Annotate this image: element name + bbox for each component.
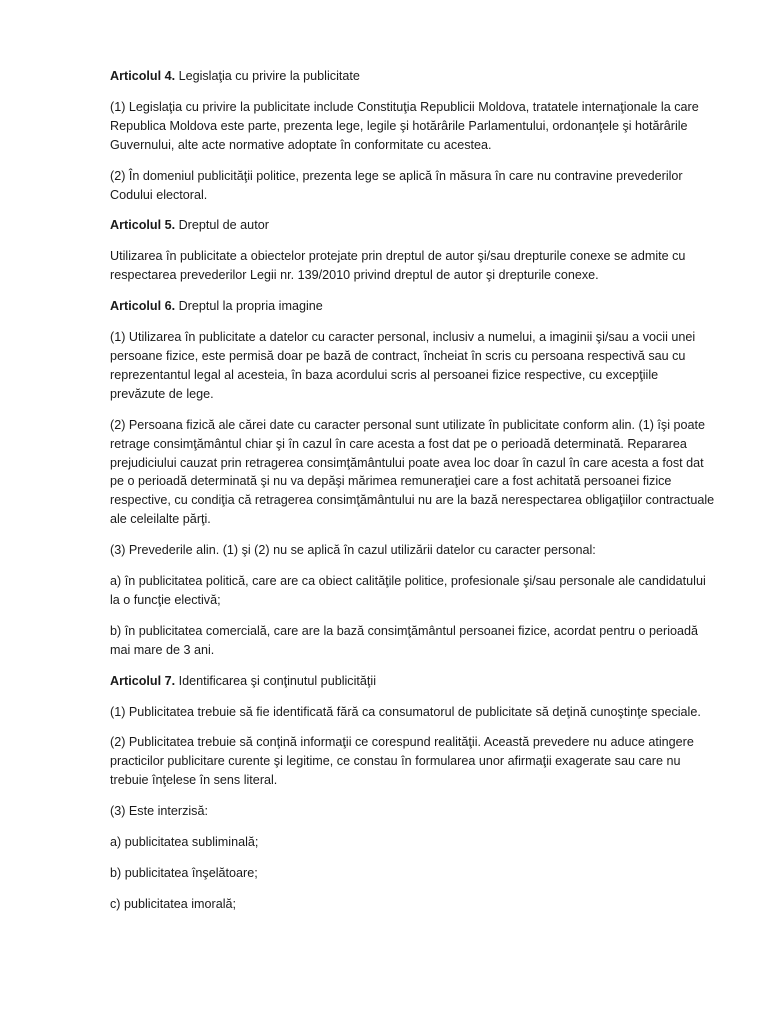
document-page xyxy=(110,67,715,926)
article-6-heading xyxy=(110,297,715,316)
article-6-para-2: (2) Persoana fizică ale cărei date cu caracter personal sunt utilizate în publicitate conform alin. (1) îşi poate retrage consimţământul chiar şi în cazul în care acesta a fost dat pe o perioadă determinată. Repararea prejudiciului cauzat prin retragerea consimţământului poate avea loc doar în cazul în care acesta a fost dat pe o perioadă determinată şi nu va depăşi mărimea remuneraţiei care a fost achitată persoanei fizice respective, cu condiţia că retragerea consimţământului nu are la bază nerespectarea obligaţiilor contractuale ale celeilalte părţi. xyxy=(110,417,715,527)
article-6-item-b: b) în publicitatea comercială, care are la bază consimţământul persoanei fizice, acordat pentru o perioadă mai mare de 3 ani. xyxy=(110,623,699,657)
article-7-item-b: b) publicitatea înşelătoare; xyxy=(110,866,258,880)
article-7-para-3: (3) Este interzisă: xyxy=(110,804,208,819)
article-6-para-3: (3) Prevederile alin. (1) şi (2) nu se aplică în cazul utilizării datelor cu caracter personal: xyxy=(110,543,596,558)
article-label: Articolul 7. xyxy=(110,673,176,688)
article-title: Dreptul de autor xyxy=(175,218,269,233)
article-label: Articolul 4. xyxy=(110,69,176,83)
article-title: Identificarea şi conţinutul publicităţii xyxy=(175,673,376,688)
article-7-item-c: c) publicitatea imorală; xyxy=(110,896,236,911)
article-title: Dreptul la propria imagine xyxy=(175,299,323,314)
article-4-heading xyxy=(110,67,715,86)
article-4-para-1: (1) Legislaţia cu privire la publicitate include Constituţia Republicii Moldova, tratatele internaţionale la care Republica Moldova este parte, prezenta lege, legile şi hotărârile Parlamentului, ordonanţele şi hotărârile Guvernului, alte acte normative adoptate în conformitate cu acestea. xyxy=(110,99,699,152)
article-label: Articolul 5. xyxy=(110,218,176,233)
article-7-para-2: (2) Publicitatea trebuie să conţină informaţii ce corespund realităţii. Această prevedere nu aduce atingere practicilor publicitare curente şi legitime, ce constau în formularea unor afirmaţii exagerate sau care nu trebuie înţelese în sens literal. xyxy=(110,735,694,788)
article-5-heading xyxy=(110,216,715,235)
article-label: Articolul 6. xyxy=(110,299,176,314)
article-7-heading xyxy=(110,672,715,691)
article-6-para-1: (1) Utilizarea în publicitate a datelor cu caracter personal, inclusiv a numelui, a imaginii şi/sau a vocii unei persoane fizice, este permisă doar pe bază de contract, încheiat în scris cu persoana respectivă sau cu reprezentantul legal al acesteia, în baza acordului scris al persoanei fizice respective, cu excepţiile prevăzute de lege. xyxy=(110,330,696,401)
article-title: Legislaţia cu privire la publicitate xyxy=(175,69,360,83)
article-7-item-a: a) publicitatea subliminală; xyxy=(110,835,259,850)
article-7-para-1: (1) Publicitatea trebuie să fie identificată fără ca consumatorul de publicitate să deţină cunoştinţe speciale. xyxy=(110,704,701,719)
article-6-item-a: a) în publicitatea politică, care are ca obiect calităţile politice, profesionale şi/sau personale ale candidatului la o funcţie electivă; xyxy=(110,574,706,607)
article-5-para-1: Utilizarea în publicitate a obiectelor protejate prin dreptul de autor şi/sau drepturile conexe se admite cu respectarea prevederilor Legii nr. 139/2010 privind dreptul de autor şi drepturile conexe. xyxy=(110,249,686,283)
article-4-para-2: (2) În domeniul publicităţii politice, prezenta lege se aplică în măsura în care nu contravine prevederilor Codului electoral. xyxy=(110,168,683,202)
